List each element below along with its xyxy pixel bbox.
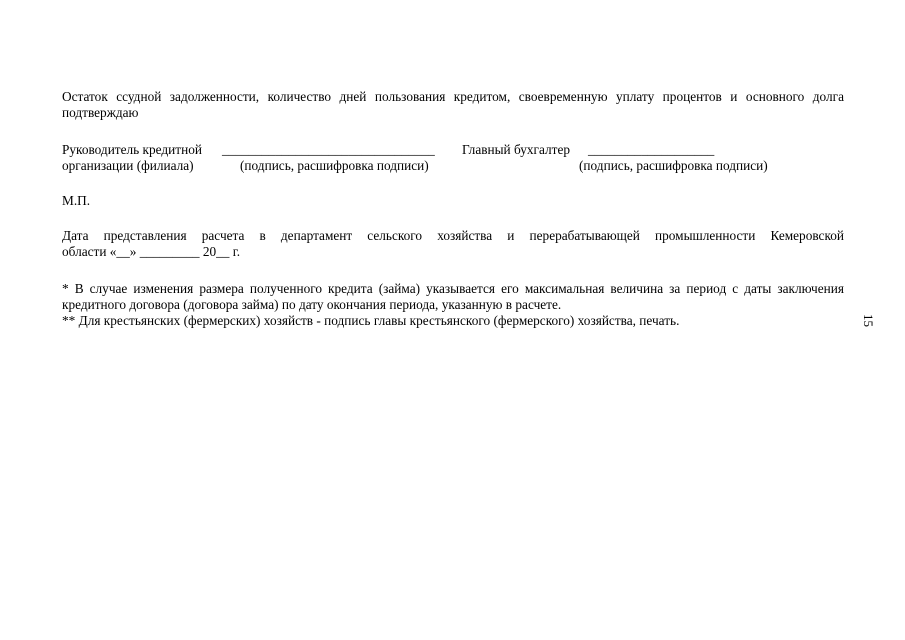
accountant-signature-line: ___________________ [588,142,715,157]
head-signature-line: ________________________________ [222,142,435,157]
accountant-label: Главный бухгалтер [462,142,571,157]
submission-paragraph [62,228,844,260]
accountant-signature-hint: (подпись, расшифровка подписи) [579,158,768,173]
signature-row-hints [62,158,844,174]
stamp-block [62,193,844,209]
head-label: Руководитель кредитной [62,142,202,157]
submission-text: Дата представления расчета в департамент сельского хозяйства и перерабатывающей промышленности Кемеровской [62,228,844,243]
confirmation-paragraph [62,89,844,121]
note-2: ** Для крестьянских (фермерских) хозяйств - подпись главы крестьянского (фермерского) хозяйства, печать. [62,313,680,328]
note-1: * В случае изменения размера полученного кредита (займа) указывается его максимальная величина за период с даты заключения кредитного договора (договора займа) по дату окончания периода, указанную в расчете. [62,281,844,312]
stamp-label: М.П. [62,193,91,208]
signature-block [62,142,844,174]
signature-row-labels [62,142,844,158]
submission-date-line: области «__» _________ 20__ г. [62,244,241,259]
notes-block [62,281,844,329]
page-number: 15 [861,314,876,327]
org-label: организации (филиала) [62,158,194,173]
confirmation-text: Остаток ссудной задолженности, количество дней пользования кредитом, своевременную уплату процентов и основного долга подтверждаю [62,89,844,120]
head-signature-hint: (подпись, расшифровка подписи) [240,158,429,173]
